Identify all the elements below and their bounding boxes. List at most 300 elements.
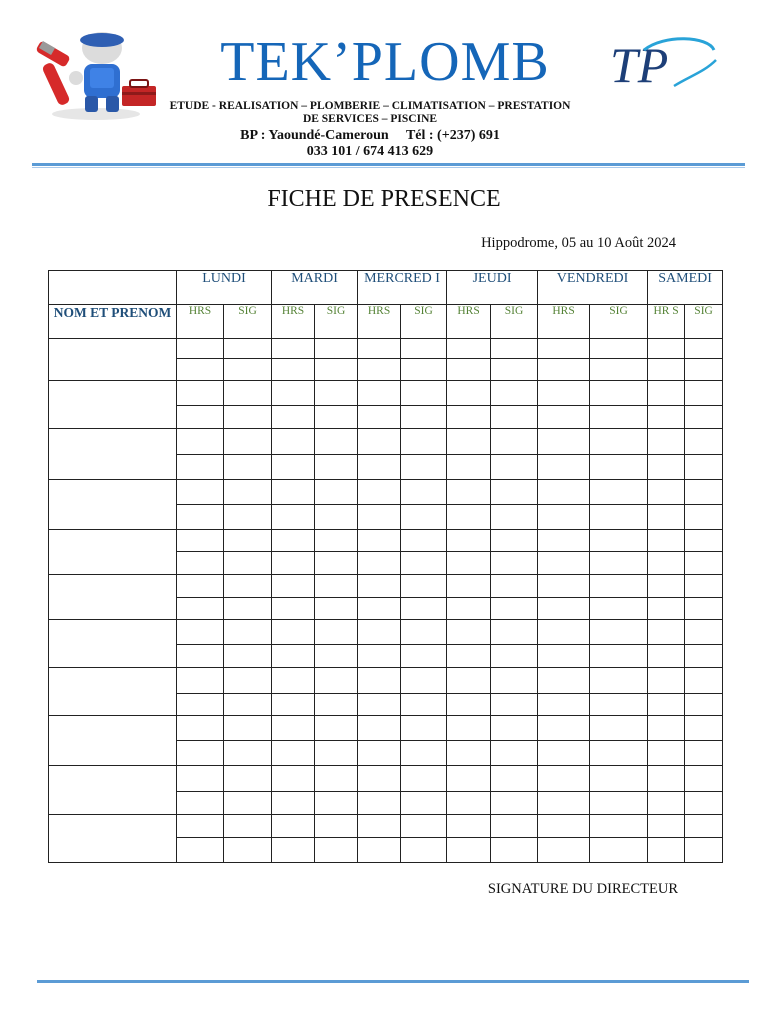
- signature-cell[interactable]: [224, 620, 272, 645]
- hours-cell[interactable]: [272, 339, 315, 359]
- jeudi-sig-header: SIG: [491, 305, 538, 339]
- hours-cell[interactable]: [272, 552, 315, 575]
- hours-cell[interactable]: [272, 792, 315, 815]
- hours-cell[interactable]: [177, 620, 224, 645]
- hours-cell[interactable]: [538, 530, 590, 552]
- signature-cell[interactable]: [224, 359, 272, 381]
- name-cell[interactable]: [49, 429, 177, 480]
- hours-cell[interactable]: [177, 429, 224, 455]
- signature-cell[interactable]: [401, 429, 447, 455]
- hours-cell[interactable]: [272, 766, 315, 792]
- signature-cell[interactable]: [401, 455, 447, 480]
- signature-cell[interactable]: [685, 741, 723, 766]
- hours-cell[interactable]: [358, 429, 401, 455]
- signature-cell[interactable]: [491, 429, 538, 455]
- signature-cell[interactable]: [491, 339, 538, 359]
- hours-cell[interactable]: [447, 598, 491, 620]
- hours-cell[interactable]: [177, 815, 224, 838]
- hours-cell[interactable]: [358, 406, 401, 429]
- hours-cell[interactable]: [177, 645, 224, 668]
- signature-cell[interactable]: [491, 645, 538, 668]
- hours-cell[interactable]: [177, 530, 224, 552]
- hours-cell[interactable]: [447, 766, 491, 792]
- hours-cell[interactable]: [358, 741, 401, 766]
- signature-cell[interactable]: [315, 694, 358, 716]
- hours-cell[interactable]: [538, 381, 590, 406]
- hours-cell[interactable]: [538, 505, 590, 530]
- company-contact: [150, 128, 590, 160]
- signature-cell[interactable]: [590, 575, 648, 598]
- hours-cell[interactable]: [648, 766, 685, 792]
- table-row: [49, 575, 723, 598]
- hours-cell[interactable]: [648, 598, 685, 620]
- table-row: [49, 766, 723, 792]
- signature-cell[interactable]: [491, 455, 538, 480]
- signature-cell[interactable]: [401, 359, 447, 381]
- signature-cell[interactable]: [491, 406, 538, 429]
- plumber-mascot-logo: [30, 26, 162, 122]
- hours-cell[interactable]: [358, 552, 401, 575]
- hours-cell[interactable]: [177, 552, 224, 575]
- samedi-hrs-header: HR S: [648, 305, 685, 339]
- hours-cell[interactable]: [648, 792, 685, 815]
- hours-cell[interactable]: [447, 838, 491, 863]
- table-row: [49, 381, 723, 406]
- name-cell[interactable]: [49, 716, 177, 766]
- hours-cell[interactable]: [272, 668, 315, 694]
- signature-cell[interactable]: [315, 359, 358, 381]
- signature-cell[interactable]: [401, 716, 447, 741]
- signature-cell[interactable]: [315, 815, 358, 838]
- signature-cell[interactable]: [224, 716, 272, 741]
- hours-cell[interactable]: [538, 339, 590, 359]
- signature-cell[interactable]: [401, 575, 447, 598]
- signature-cell[interactable]: [685, 480, 723, 505]
- signature-cell[interactable]: [685, 620, 723, 645]
- signature-cell[interactable]: [315, 406, 358, 429]
- hours-cell[interactable]: [538, 429, 590, 455]
- hours-cell[interactable]: [538, 668, 590, 694]
- signature-cell[interactable]: [491, 598, 538, 620]
- hours-cell[interactable]: [447, 575, 491, 598]
- signature-cell[interactable]: [224, 741, 272, 766]
- hours-cell[interactable]: [648, 838, 685, 863]
- name-cell[interactable]: [49, 766, 177, 815]
- hours-cell[interactable]: [538, 620, 590, 645]
- hours-cell[interactable]: [648, 716, 685, 741]
- signature-cell[interactable]: [224, 505, 272, 530]
- hours-cell[interactable]: [177, 575, 224, 598]
- hours-cell[interactable]: [648, 815, 685, 838]
- hours-cell[interactable]: [358, 575, 401, 598]
- name-cell[interactable]: [49, 815, 177, 863]
- signature-cell[interactable]: [491, 668, 538, 694]
- signature-cell[interactable]: [401, 620, 447, 645]
- signature-cell[interactable]: [491, 766, 538, 792]
- signature-cell[interactable]: [590, 766, 648, 792]
- hours-cell[interactable]: [447, 645, 491, 668]
- signature-cell[interactable]: [491, 530, 538, 552]
- signature-cell[interactable]: [224, 838, 272, 863]
- hours-cell[interactable]: [447, 716, 491, 741]
- signature-cell[interactable]: [224, 694, 272, 716]
- signature-cell[interactable]: [401, 505, 447, 530]
- hours-cell[interactable]: [358, 694, 401, 716]
- hours-cell[interactable]: [648, 359, 685, 381]
- signature-cell[interactable]: [315, 552, 358, 575]
- name-cell[interactable]: [49, 668, 177, 716]
- signature-cell[interactable]: [491, 552, 538, 575]
- signature-cell[interactable]: [685, 645, 723, 668]
- signature-cell[interactable]: [224, 766, 272, 792]
- hours-cell[interactable]: [538, 792, 590, 815]
- signature-cell[interactable]: [590, 792, 648, 815]
- sub-header-row: [49, 305, 723, 339]
- signature-cell[interactable]: [491, 359, 538, 381]
- hours-cell[interactable]: [177, 792, 224, 815]
- hours-cell[interactable]: [358, 668, 401, 694]
- hours-cell[interactable]: [648, 339, 685, 359]
- signature-cell[interactable]: [224, 381, 272, 406]
- hours-cell[interactable]: [358, 359, 401, 381]
- hours-cell[interactable]: [358, 339, 401, 359]
- hours-cell[interactable]: [272, 455, 315, 480]
- hours-cell[interactable]: [272, 645, 315, 668]
- signature-cell[interactable]: [491, 381, 538, 406]
- signature-cell[interactable]: [590, 530, 648, 552]
- hours-cell[interactable]: [358, 530, 401, 552]
- signature-cell[interactable]: [491, 480, 538, 505]
- signature-cell[interactable]: [685, 406, 723, 429]
- signature-cell[interactable]: [224, 406, 272, 429]
- hours-cell[interactable]: [177, 766, 224, 792]
- signature-cell[interactable]: [401, 668, 447, 694]
- hours-cell[interactable]: [648, 668, 685, 694]
- hours-cell[interactable]: [177, 406, 224, 429]
- hours-cell[interactable]: [648, 741, 685, 766]
- signature-cell[interactable]: [315, 455, 358, 480]
- hours-cell[interactable]: [447, 792, 491, 815]
- signature-cell[interactable]: [401, 741, 447, 766]
- signature-cell[interactable]: [401, 838, 447, 863]
- hours-cell[interactable]: [447, 505, 491, 530]
- hours-cell[interactable]: [272, 480, 315, 505]
- hours-cell[interactable]: [447, 406, 491, 429]
- hours-cell[interactable]: [538, 645, 590, 668]
- hours-cell[interactable]: [272, 838, 315, 863]
- day-header-vendredi: VENDREDI: [538, 271, 648, 305]
- hours-cell[interactable]: [177, 838, 224, 863]
- hours-cell[interactable]: [177, 455, 224, 480]
- signature-cell[interactable]: [590, 359, 648, 381]
- name-cell[interactable]: [49, 381, 177, 429]
- table-row: [49, 530, 723, 552]
- signature-cell[interactable]: [590, 645, 648, 668]
- hours-cell[interactable]: [272, 406, 315, 429]
- signature-cell[interactable]: [401, 480, 447, 505]
- signature-cell[interactable]: [685, 505, 723, 530]
- signature-cell[interactable]: [224, 480, 272, 505]
- hours-cell[interactable]: [177, 598, 224, 620]
- signature-cell[interactable]: [685, 552, 723, 575]
- hours-cell[interactable]: [272, 620, 315, 645]
- hours-cell[interactable]: [272, 598, 315, 620]
- signature-cell[interactable]: [401, 552, 447, 575]
- signature-cell[interactable]: [401, 815, 447, 838]
- signature-cell[interactable]: [590, 552, 648, 575]
- signature-cell[interactable]: [224, 598, 272, 620]
- hours-cell[interactable]: [538, 598, 590, 620]
- hours-cell[interactable]: [177, 480, 224, 505]
- hours-cell[interactable]: [538, 838, 590, 863]
- hours-cell[interactable]: [447, 741, 491, 766]
- signature-cell[interactable]: [401, 381, 447, 406]
- signature-cell[interactable]: [401, 339, 447, 359]
- hours-cell[interactable]: [358, 815, 401, 838]
- hours-cell[interactable]: [648, 575, 685, 598]
- hours-cell[interactable]: [358, 716, 401, 741]
- hours-cell[interactable]: [358, 792, 401, 815]
- table-row: [49, 620, 723, 645]
- attendance-entries: [49, 339, 723, 863]
- signature-cell[interactable]: [685, 838, 723, 863]
- hours-cell[interactable]: [648, 530, 685, 552]
- signature-cell[interactable]: [590, 455, 648, 480]
- signature-cell[interactable]: [224, 668, 272, 694]
- hours-cell[interactable]: [177, 359, 224, 381]
- signature-cell[interactable]: [315, 620, 358, 645]
- hours-cell[interactable]: [358, 598, 401, 620]
- signature-cell[interactable]: [224, 575, 272, 598]
- signature-cell[interactable]: [491, 838, 538, 863]
- hours-cell[interactable]: [648, 645, 685, 668]
- signature-cell[interactable]: [590, 620, 648, 645]
- signature-cell[interactable]: [685, 694, 723, 716]
- signature-cell[interactable]: [315, 381, 358, 406]
- hours-cell[interactable]: [447, 694, 491, 716]
- signature-cell[interactable]: [685, 530, 723, 552]
- signature-cell[interactable]: [685, 598, 723, 620]
- signature-cell[interactable]: [401, 792, 447, 815]
- name-cell[interactable]: [49, 575, 177, 620]
- signature-cell[interactable]: [590, 429, 648, 455]
- signature-cell[interactable]: [224, 645, 272, 668]
- hours-cell[interactable]: [177, 339, 224, 359]
- signature-cell[interactable]: [224, 815, 272, 838]
- signature-cell[interactable]: [491, 741, 538, 766]
- hours-cell[interactable]: [538, 406, 590, 429]
- hours-cell[interactable]: [447, 359, 491, 381]
- signature-cell[interactable]: [590, 505, 648, 530]
- table-row: [49, 480, 723, 505]
- hours-cell[interactable]: [447, 668, 491, 694]
- hours-cell[interactable]: [177, 741, 224, 766]
- signature-cell[interactable]: [224, 339, 272, 359]
- signature-cell[interactable]: [590, 716, 648, 741]
- hours-cell[interactable]: [648, 406, 685, 429]
- signature-cell[interactable]: [491, 505, 538, 530]
- signature-cell[interactable]: [590, 381, 648, 406]
- hours-cell[interactable]: [648, 552, 685, 575]
- hours-cell[interactable]: [538, 359, 590, 381]
- signature-cell[interactable]: [315, 741, 358, 766]
- signature-cell[interactable]: [590, 741, 648, 766]
- hours-cell[interactable]: [177, 381, 224, 406]
- hours-cell[interactable]: [648, 620, 685, 645]
- signature-cell[interactable]: [491, 694, 538, 716]
- signature-cell[interactable]: [315, 668, 358, 694]
- signature-cell[interactable]: [590, 406, 648, 429]
- signature-cell[interactable]: [685, 766, 723, 792]
- hours-cell[interactable]: [272, 505, 315, 530]
- signature-cell[interactable]: [685, 429, 723, 455]
- signature-cell[interactable]: [590, 339, 648, 359]
- signature-cell[interactable]: [401, 766, 447, 792]
- hours-cell[interactable]: [648, 505, 685, 530]
- signature-cell[interactable]: [401, 645, 447, 668]
- hours-cell[interactable]: [648, 694, 685, 716]
- signature-cell[interactable]: [685, 575, 723, 598]
- signature-cell[interactable]: [315, 598, 358, 620]
- hours-cell[interactable]: [358, 381, 401, 406]
- signature-cell[interactable]: [315, 716, 358, 741]
- name-column-header: NOM ET PRENOM: [49, 305, 177, 339]
- signature-cell[interactable]: [685, 792, 723, 815]
- signature-cell[interactable]: [590, 668, 648, 694]
- signature-cell[interactable]: [685, 359, 723, 381]
- hours-cell[interactable]: [447, 552, 491, 575]
- hours-cell[interactable]: [648, 480, 685, 505]
- day-header-lundi: LUNDI: [177, 271, 272, 305]
- hours-cell[interactable]: [538, 455, 590, 480]
- hours-cell[interactable]: [648, 381, 685, 406]
- name-cell[interactable]: [49, 339, 177, 381]
- signature-cell[interactable]: [590, 694, 648, 716]
- signature-cell[interactable]: [224, 429, 272, 455]
- hours-cell[interactable]: [538, 741, 590, 766]
- company-brand-name: TEK’PLOMB: [220, 31, 550, 93]
- signature-cell[interactable]: [685, 716, 723, 741]
- hours-cell[interactable]: [358, 505, 401, 530]
- vendredi-hrs-header: HRS: [538, 305, 590, 339]
- signature-cell[interactable]: [315, 505, 358, 530]
- signature-cell[interactable]: [685, 815, 723, 838]
- day-header-mercredi: MERCRED I: [358, 271, 447, 305]
- signature-cell[interactable]: [491, 815, 538, 838]
- signature-cell[interactable]: [590, 838, 648, 863]
- hours-cell[interactable]: [447, 455, 491, 480]
- signature-cell[interactable]: [401, 694, 447, 716]
- signature-cell[interactable]: [590, 815, 648, 838]
- hours-cell[interactable]: [447, 815, 491, 838]
- signature-cell[interactable]: [315, 792, 358, 815]
- signature-cell[interactable]: [224, 792, 272, 815]
- mercredi-hrs-header: HRS: [358, 305, 401, 339]
- signature-cell[interactable]: [315, 766, 358, 792]
- hours-cell[interactable]: [447, 429, 491, 455]
- name-cell[interactable]: [49, 480, 177, 530]
- name-cell[interactable]: [49, 620, 177, 668]
- hours-cell[interactable]: [447, 381, 491, 406]
- hours-cell[interactable]: [272, 359, 315, 381]
- hours-cell[interactable]: [538, 694, 590, 716]
- hours-cell[interactable]: [648, 455, 685, 480]
- hours-cell[interactable]: [538, 716, 590, 741]
- signature-cell[interactable]: [590, 598, 648, 620]
- hours-cell[interactable]: [447, 480, 491, 505]
- hours-cell[interactable]: [538, 552, 590, 575]
- signature-cell[interactable]: [315, 575, 358, 598]
- signature-cell[interactable]: [224, 455, 272, 480]
- hours-cell[interactable]: [358, 480, 401, 505]
- signature-cell[interactable]: [315, 645, 358, 668]
- hours-cell[interactable]: [272, 741, 315, 766]
- signature-cell[interactable]: [224, 530, 272, 552]
- signature-cell[interactable]: [401, 406, 447, 429]
- lundi-hrs-header: HRS: [177, 305, 224, 339]
- signature-cell[interactable]: [315, 480, 358, 505]
- hours-cell[interactable]: [358, 838, 401, 863]
- table-row: [49, 815, 723, 838]
- hours-cell[interactable]: [177, 716, 224, 741]
- signature-cell[interactable]: [224, 552, 272, 575]
- hours-cell[interactable]: [272, 381, 315, 406]
- hours-cell[interactable]: [538, 815, 590, 838]
- signature-cell[interactable]: [401, 598, 447, 620]
- signature-cell[interactable]: [491, 792, 538, 815]
- hours-cell[interactable]: [272, 815, 315, 838]
- hours-cell[interactable]: [538, 575, 590, 598]
- hours-cell[interactable]: [272, 694, 315, 716]
- hours-cell[interactable]: [272, 429, 315, 455]
- name-cell[interactable]: [49, 530, 177, 575]
- hours-cell[interactable]: [177, 505, 224, 530]
- activities-line-1: ETUDE - REALISATION – PLOMBERIE – CLIMATISATION – PRESTATION: [169, 100, 571, 112]
- hours-cell[interactable]: [447, 620, 491, 645]
- hours-cell[interactable]: [447, 530, 491, 552]
- hours-cell[interactable]: [358, 645, 401, 668]
- hours-cell[interactable]: [447, 339, 491, 359]
- tp-monogram-logo: [604, 30, 722, 98]
- hours-cell[interactable]: [272, 575, 315, 598]
- hours-cell[interactable]: [358, 766, 401, 792]
- signature-cell[interactable]: [491, 620, 538, 645]
- hours-cell[interactable]: [272, 716, 315, 741]
- hours-cell[interactable]: [358, 455, 401, 480]
- signature-cell[interactable]: [685, 668, 723, 694]
- pipe-wrench-icon: [35, 40, 70, 106]
- signature-cell[interactable]: [685, 339, 723, 359]
- signature-cell[interactable]: [315, 838, 358, 863]
- hours-cell[interactable]: [177, 694, 224, 716]
- hours-cell[interactable]: [272, 530, 315, 552]
- hours-cell[interactable]: [358, 620, 401, 645]
- signature-cell[interactable]: [315, 429, 358, 455]
- signature-cell[interactable]: [491, 716, 538, 741]
- signature-cell[interactable]: [401, 530, 447, 552]
- signature-cell[interactable]: [491, 575, 538, 598]
- signature-cell[interactable]: [315, 530, 358, 552]
- hours-cell[interactable]: [648, 429, 685, 455]
- hours-cell[interactable]: [538, 766, 590, 792]
- signature-cell[interactable]: [685, 381, 723, 406]
- signature-cell[interactable]: [315, 339, 358, 359]
- signature-cell[interactable]: [590, 480, 648, 505]
- signature-cell[interactable]: [685, 455, 723, 480]
- mardi-sig-header: SIG: [315, 305, 358, 339]
- hours-cell[interactable]: [177, 668, 224, 694]
- hours-cell[interactable]: [538, 480, 590, 505]
